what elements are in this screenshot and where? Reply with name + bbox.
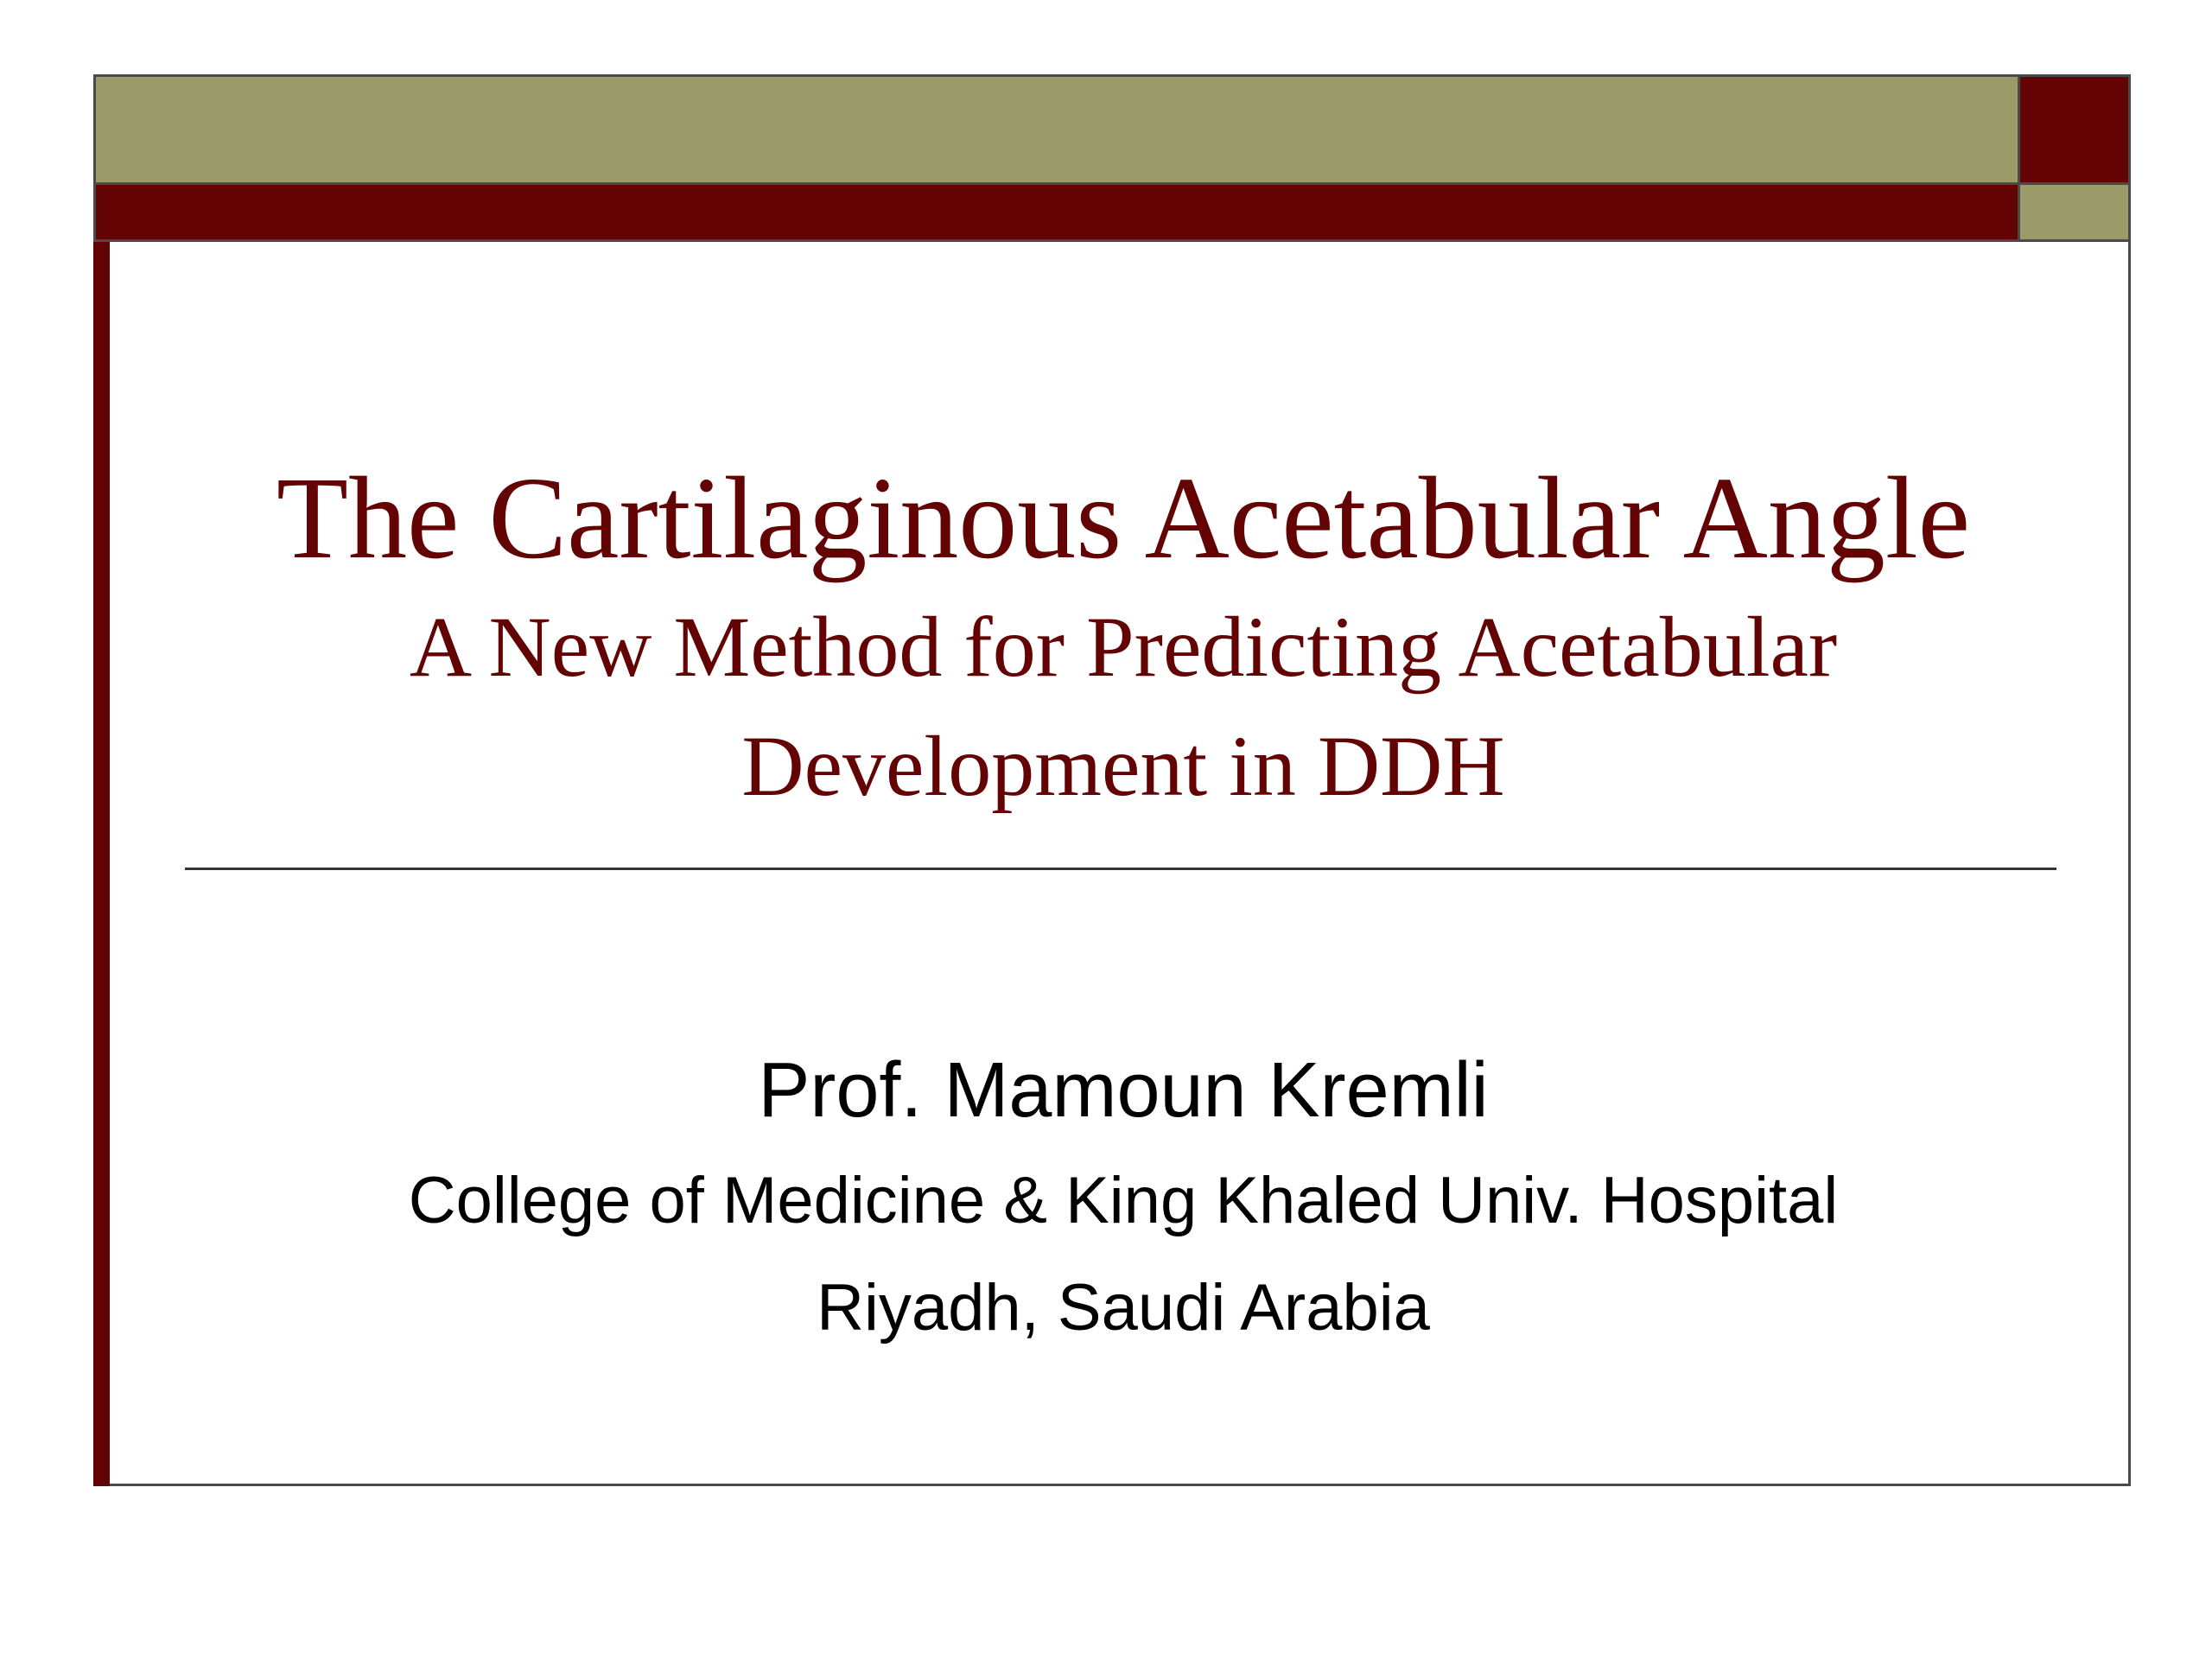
header-corner-olive-square — [2020, 185, 2131, 242]
slide-subtitle-line-2: Development in DDH — [741, 718, 1505, 814]
title-block — [156, 449, 2091, 826]
author-block — [156, 1033, 2091, 1362]
title-divider — [185, 868, 2056, 870]
header-maroon-band — [93, 185, 2020, 242]
slide-title: The Cartilaginous Acetabular Angle — [276, 454, 1971, 583]
slide-subtitle-line-1: A New Method for Predicting Acetabular — [409, 599, 1838, 695]
author-name: Prof. Mamoun Kremli — [758, 1047, 1489, 1134]
author-location: Riyadh, Saudi Arabia — [817, 1271, 1430, 1344]
header-corner-maroon-square — [2020, 74, 2131, 185]
author-affiliation: College of Medicine & King Khaled Univ. Hospital — [408, 1164, 1839, 1237]
header-olive-band — [93, 74, 2020, 185]
left-accent-bar — [93, 242, 110, 1486]
